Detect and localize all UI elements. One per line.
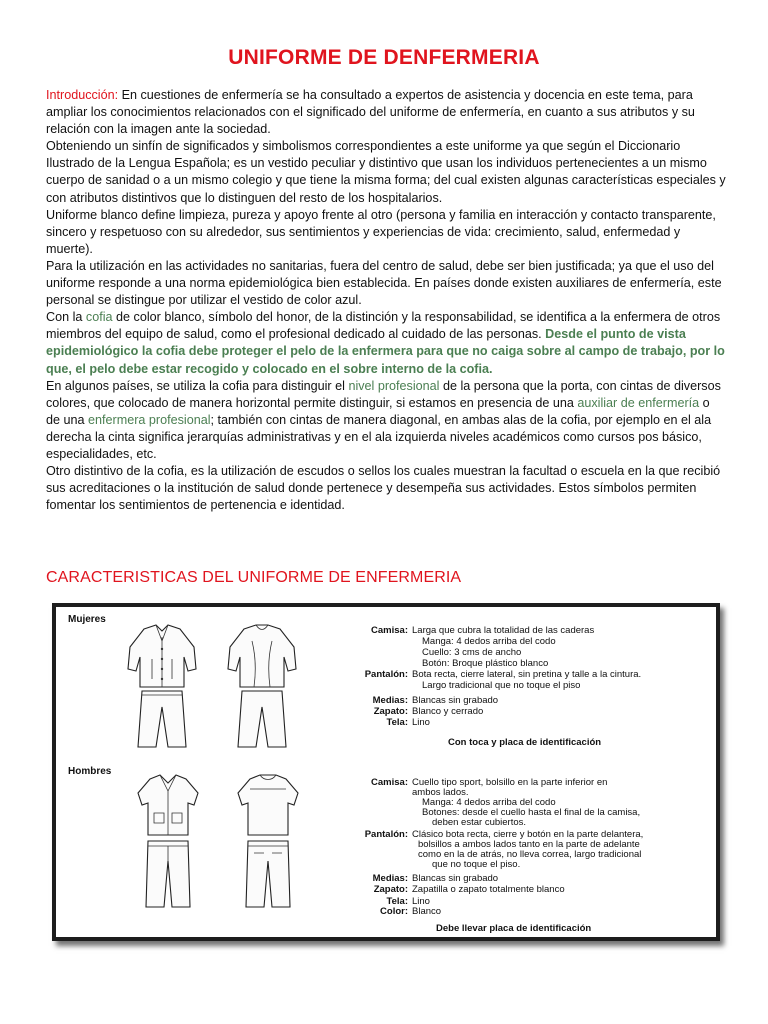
cofia-highlight: Desde el punto de vista epidemiológico la cofia debe proteger el pelo de la enfermera para que no caiga sobre al campo de trabajo, por lo que, el pelo debe estar recogido y colocado en el sobre interno de la cofia.: [46, 327, 725, 376]
svg-text:Botones: desde el cuello hasta: Botones: desde el cuello hasta el final de la camisa,: [422, 807, 641, 818]
svg-text:Botón: Broque plástico blanco: Botón: Broque plástico blanco: [422, 658, 549, 669]
paragraph-usage: Para la utilización en las actividades no sanitarias, fuera del centro de salud, debe ser bien justificada; ya que el uso del uniforme responde a una norma epidemiológica bien establecida. En países donde existen auxiliares de enfermería, este personal se distingue por utilizar el vestido de color azul.: [46, 258, 722, 308]
women-jacket-front-icon: [128, 625, 196, 687]
cofia-term: cofia: [85, 310, 113, 325]
section-subtitle: CARACTERISTICAS DEL UNIFORME DE ENFERMERIA: [46, 569, 462, 586]
svg-text:Tela:: Tela:: [386, 896, 408, 907]
svg-text:Pantalón:: Pantalón:: [364, 669, 408, 680]
nivel-profesional-term: nivel profesional: [348, 378, 440, 393]
men-specs: [365, 777, 644, 934]
svg-text:Cuello: 3 cms de ancho: Cuello: 3 cms de ancho: [422, 647, 522, 658]
women-pants-front-icon: [138, 691, 186, 747]
svg-text:Largo tradicional que no toque: Largo tradicional que no toque el piso: [422, 680, 581, 691]
men-heading: Hombres: [68, 766, 112, 777]
svg-text:Bota recta, cierre lateral, si: Bota recta, cierre lateral, sin pretina y talle a la cintura.: [412, 669, 642, 680]
men-pants-back-icon: [246, 841, 290, 907]
paragraph-emblems: Otro distintivo de la cofia, es la utilización de escudos o sellos los cuales muestran la facultad o escuela en la que recibió sus acreditaciones o la institución de salud donde pertenece y desempeña sus actividades. Estos símbolos permiten fomentar los sentimientos de pertenencia e identidad.: [46, 464, 721, 513]
women-note: Con toca y placa de identificación: [448, 737, 602, 748]
svg-text:Lino: Lino: [412, 717, 430, 728]
auxiliar-term: auxiliar de enfermería: [577, 395, 700, 410]
paragraph-intro: [46, 87, 726, 138]
svg-text:Color:: Color:: [380, 906, 408, 917]
svg-text:deben estar cubiertos.: deben estar cubiertos.: [432, 817, 527, 828]
svg-text:Larga que cubra la totalidad d: Larga que cubra la totalidad de las caderas: [412, 625, 595, 636]
document-body: [46, 87, 726, 514]
svg-text:Blanco y cerrado: Blanco y cerrado: [412, 706, 484, 717]
men-note: Debe llevar placa de identificación: [436, 923, 592, 934]
men-shirt-front-icon: [138, 775, 198, 835]
svg-text:Tela:: Tela:: [386, 717, 408, 728]
svg-text:Zapatilla o zapato totalmente: Zapatilla o zapato totalmente blanco: [412, 884, 565, 895]
svg-text:Blanco: Blanco: [412, 906, 442, 917]
document-title: UNIFORME DE DENFERMERIA: [228, 46, 540, 69]
women-pants-back-icon: [238, 691, 286, 747]
intro-text: En cuestiones de enfermería se ha consultado a expertos de asistencia y docencia en este tema, para ampliar los conocimientos relacionados con el significado del uniforme de enfermería, en cuanto a sus atributos y su relación con la imagen ante la sociedad.: [46, 88, 695, 137]
svg-text:ambos lados.: ambos lados.: [412, 787, 469, 798]
men-shirt-back-icon: [238, 775, 298, 835]
svg-text:Lino: Lino: [412, 896, 430, 907]
svg-text:Blancas sin grabado: Blancas sin grabado: [412, 873, 499, 884]
intro-label: Introducción:: [46, 88, 119, 102]
svg-text:como en la de atrás, no lleva: como en la de atrás, no lleva correa, largo tradicional: [418, 849, 642, 860]
svg-text:Cuello tipo sport, bolsillo en: Cuello tipo sport, bolsillo en la parte inferior en: [412, 777, 608, 788]
enfermera-term: enfermera profesional: [88, 412, 211, 427]
svg-text:Manga: 4 dedos arriba del codo: Manga: 4 dedos arriba del codo: [422, 636, 556, 647]
svg-text:Manga: 4 dedos arriba del codo: Manga: 4 dedos arriba del codo: [422, 797, 556, 808]
women-specs: [365, 625, 641, 748]
svg-text:Zapato:: Zapato:: [373, 706, 408, 717]
svg-text:Zapato:: Zapato:: [373, 884, 408, 895]
svg-text:Pantalón:: Pantalón:: [364, 829, 408, 840]
svg-text:Camisa:: Camisa:: [371, 625, 408, 636]
women-heading: Mujeres: [68, 614, 106, 625]
svg-text:Camisa:: Camisa:: [371, 777, 408, 788]
svg-text:Medias:: Medias:: [372, 873, 408, 884]
paragraph-white-uniform: Uniforme blanco define limpieza, pureza y apoyo frente al otro (persona y familia en interacción y contacto transparente, sincero y respetuoso con su alrededor, sus sentimientos y experiencias de vida: crecimiento, salud, enfermedad y muerte).: [46, 207, 716, 256]
paragraph-cofia: Con la cofia de color blanco, símbolo del honor, de la distinción y la responsabilidad, se identifica a la enfermera de otros miembros del equipo de salud, como el profesional dedicado al cuidado de las personas. Desde el punto de vista epidemiológico la cofia debe proteger el pelo de la enfermera para que no caiga sobre al campo de trabajo, por lo que, el pelo debe estar recogido y colocado en el sobre interno de la cofia.: [46, 310, 725, 376]
svg-text:Medias:: Medias:: [372, 695, 408, 706]
women-jacket-back-icon: [228, 625, 296, 687]
paragraph-levels: En algunos países, se utiliza la cofia para distinguir el nivel profesional de la persona que la porta, con cintas de diversos colores, que colocado de manera horizontal permite distinguir, si estamos en presencia de una auxiliar de enfermería o de una enfermera profesional; también con cintas de manera diagonal, en ambas alas de la cofia, por ejemplo en el ala derecha la cinta significa jerarquías administrativas y en el ala izquierda niveles académicos como cursos pos básico, especialidades, etc.: [46, 378, 721, 461]
uniform-figure: [52, 603, 720, 941]
paragraph-definition: Obteniendo un sinfín de significados y simbolismos correspondientes a este uniforme ya que según el Diccionario Ilustrado de la Lengua Española; es un vestido peculiar y distintivo que usan los individuos pertenecientes a un mismo cuerpo de sanidad o a un mismo colegio y que tiene la misma forma; del cual existen algunas características especiales y con atributos distintivos que lo distinguen del resto de los hospitalarios.: [46, 139, 726, 205]
men-pants-front-icon: [146, 841, 190, 907]
uniform-illustration: [56, 607, 716, 937]
svg-text:que no toque el piso.: que no toque el piso.: [432, 859, 521, 870]
svg-text:Blancas sin grabado: Blancas sin grabado: [412, 695, 499, 706]
svg-text:Clásico bota recta, cierre y b: Clásico bota recta, cierre y botón en la parte delantera,: [412, 829, 644, 840]
svg-text:bolsillos a ambos lados tanto: bolsillos a ambos lados tanto en la parte de adelante: [418, 839, 640, 850]
